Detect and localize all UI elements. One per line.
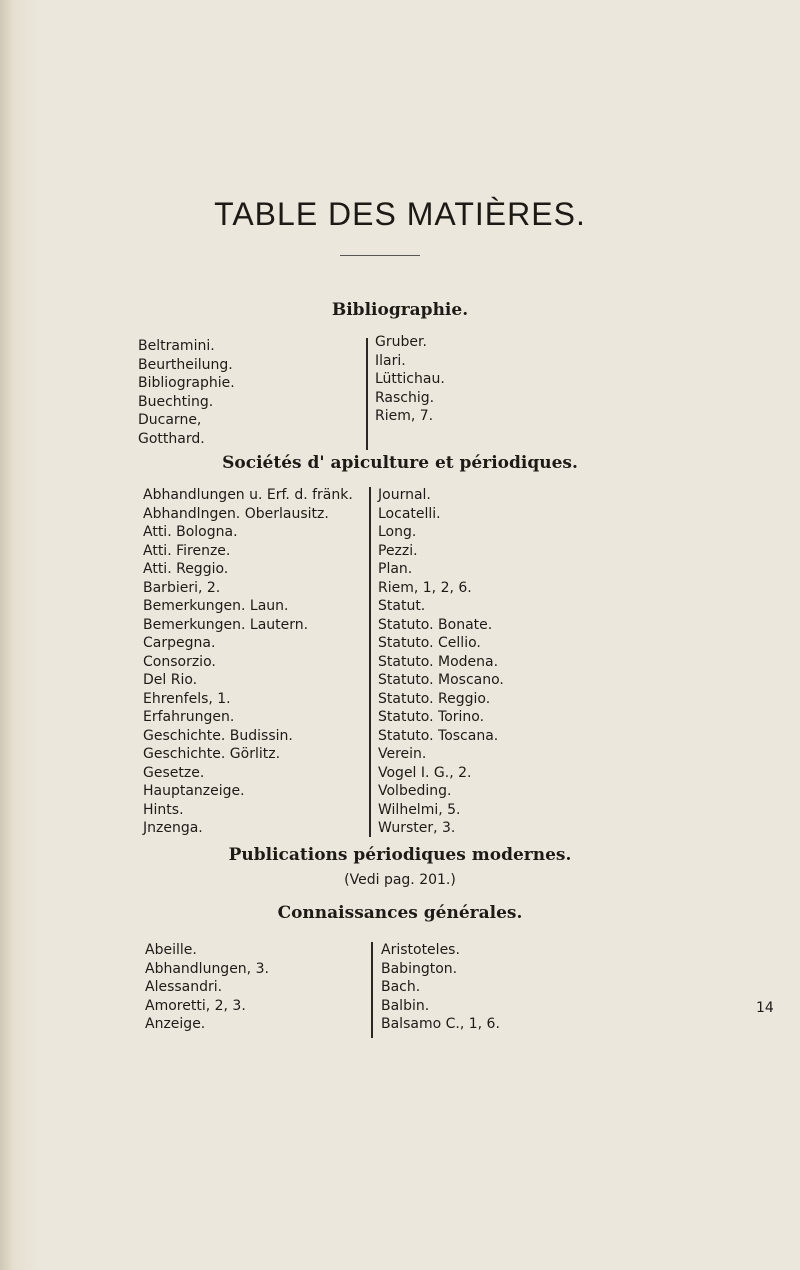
column-divider xyxy=(366,338,368,450)
list-item: Balsamo C., 1, 6. xyxy=(381,1016,500,1032)
list-item: Abeille. xyxy=(145,942,197,958)
list-item: Lüttichau. xyxy=(375,371,445,387)
list-item: Statut. xyxy=(378,598,426,614)
list-item: Gotthard. xyxy=(138,430,205,447)
list-item: Journal. xyxy=(378,487,431,503)
list-item: Abhandlungen u. Erf. d. fränk. xyxy=(143,487,353,503)
list-item: Wurster, 3. xyxy=(378,820,456,836)
list-item: Bemerkungen. Laun. xyxy=(143,598,289,614)
list-item: Riem, 7. xyxy=(375,408,434,424)
list-item: Ilari. xyxy=(375,352,406,369)
list-item: Statuto. Cellio. xyxy=(378,635,481,651)
list-item: Atti. Reggio. xyxy=(143,561,229,577)
bibliographie-left-column xyxy=(138,337,235,448)
list-item: Long. xyxy=(378,524,417,540)
list-item: Beltramini. xyxy=(138,338,215,354)
list-item: Statuto. Torino. xyxy=(378,709,485,725)
list-item: Statuto. Bonate. xyxy=(378,616,493,633)
list-item: Raschig. xyxy=(375,389,435,406)
list-item: Atti. Firenze. xyxy=(143,542,231,559)
list-item: Anzeige. xyxy=(145,1016,206,1032)
column-divider xyxy=(369,487,371,837)
list-item: Gruber. xyxy=(375,334,427,350)
list-item: Gesetze. xyxy=(143,764,205,781)
column-divider xyxy=(371,942,373,1038)
page-title: TABLE DES MATIÈRES. xyxy=(214,196,586,232)
societes-left-column xyxy=(143,486,353,838)
list-item: Carpegna. xyxy=(143,635,216,651)
list-item: Aristoteles. xyxy=(381,942,460,958)
connaissances-left-column xyxy=(145,941,269,1034)
list-item: Statuto. Toscana. xyxy=(378,727,499,744)
list-item: Ducarne, xyxy=(138,412,202,428)
list-item: Vogel I. G., 2. xyxy=(378,764,472,781)
list-item: Babington. xyxy=(381,960,458,977)
list-item: Bach. xyxy=(381,979,421,995)
list-item: Erfahrungen. xyxy=(143,709,235,725)
societes-right-column xyxy=(378,486,504,838)
publications-reference: (Vedi pag. 201.) xyxy=(344,872,456,888)
list-item: Del Rio. xyxy=(143,672,198,688)
list-item: Geschichte. Görlitz. xyxy=(143,746,281,762)
heading-publications: Publications périodiques modernes. xyxy=(228,845,572,865)
list-item: Statuto. Reggio. xyxy=(378,690,491,707)
list-item: Hints. xyxy=(143,801,184,818)
list-item: Volbeding. xyxy=(378,783,452,799)
list-item: Consorzio. xyxy=(143,653,216,670)
list-item: Abhandlngen. Oberlausitz. xyxy=(143,505,329,522)
heading-societes: Sociétés d' apiculture et périodiques. xyxy=(222,453,578,473)
list-item: Verein. xyxy=(378,746,427,762)
connaissances-right-column xyxy=(381,941,500,1034)
list-item: Balbin. xyxy=(381,997,430,1014)
list-item: Ehrenfels, 1. xyxy=(143,690,231,707)
list-item: Statuto. Moscano. xyxy=(378,672,504,688)
list-item: Amoretti, 2, 3. xyxy=(145,997,246,1014)
list-item: Barbieri, 2. xyxy=(143,579,221,596)
list-item: Wilhelmi, 5. xyxy=(378,801,461,818)
list-item: Riem, 1, 2, 6. xyxy=(378,579,472,596)
list-item: Beurtheilung. xyxy=(138,356,233,373)
list-item: Buechting. xyxy=(138,393,214,410)
list-item: Locatelli. xyxy=(378,505,441,522)
list-item: Geschichte. Budissin. xyxy=(143,727,293,744)
list-item: Hauptanzeige. xyxy=(143,783,245,799)
list-item: Atti. Bologna. xyxy=(143,524,238,540)
list-item: Jnzenga. xyxy=(143,820,203,836)
list-item: Alessandri. xyxy=(145,979,223,995)
list-item: Statuto. Modena. xyxy=(378,653,499,670)
list-item: Bibliographie. xyxy=(138,375,235,391)
page-number: 14 xyxy=(756,1000,774,1016)
heading-bibliographie: Bibliographie. xyxy=(331,300,469,320)
list-item: Abhandlungen, 3. xyxy=(145,960,269,977)
list-item: Pezzi. xyxy=(378,542,418,559)
bibliographie-right-column xyxy=(375,333,445,426)
heading-connaissances: Connaissances générales. xyxy=(277,903,523,923)
list-item: Bemerkungen. Lautern. xyxy=(143,616,309,633)
list-item: Plan. xyxy=(378,561,413,577)
title-rule xyxy=(340,255,420,256)
